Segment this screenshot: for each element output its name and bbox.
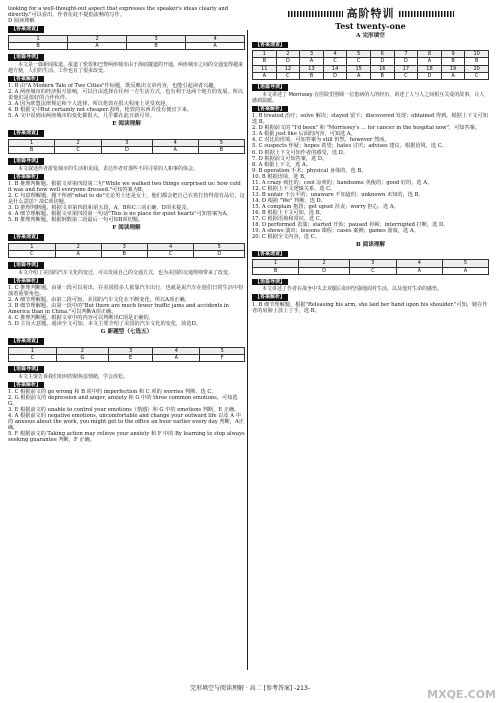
answer-row xyxy=(9,250,245,257)
column-divider xyxy=(247,30,248,670)
answer-cell: 12 xyxy=(276,65,300,72)
answer-cell: 8 xyxy=(418,51,442,58)
answer-cell: 17 xyxy=(394,65,418,72)
section-heading: F 阅读理解 xyxy=(112,224,141,231)
answer-cell: D xyxy=(394,58,418,65)
left-column xyxy=(8,6,245,444)
analysis-item: 2. G 根据前文的 depression and anger, anxiety 和 G 中的 three common emotions，可知选 G。 xyxy=(8,395,238,408)
answer-cell: A xyxy=(396,267,442,274)
analysis-item: 8. A 根据上下文，选 A。 xyxy=(252,161,311,168)
banner-decoration xyxy=(399,11,454,17)
analysis-item: 7. D 根据前文可知答案，选 D。 xyxy=(252,155,328,162)
answer-cell: A xyxy=(442,267,488,274)
answer-cell: A xyxy=(418,58,442,65)
passage-intro: 本文讲述了 Morrissey 在医院里照顾一位患病的人的经历，讲述了人与人之间相互关爱的故事，让人感到温暖。 xyxy=(252,91,485,104)
answer-key-label: 【答案速查】 xyxy=(8,130,44,137)
analysis-item: 2. D 根据前文的 "I'd been" 和 "Morrissey's ... for cancer in the hospital now"，可知答案。 xyxy=(252,125,481,132)
analysis-item: 1. B treated 治疗；solve 解决；stayed 留下；discovered 发现；obtained 得到。根据上下文可知选 B。 xyxy=(252,113,488,126)
answer-table xyxy=(8,347,245,363)
banner-decoration xyxy=(288,11,343,17)
analysis-item: 1. C 推理判断题。由第一段可以看出，在美国很多人依靠汽车出行，也就是说汽车在他们日常生活中扮演着重要角色。 xyxy=(8,285,244,298)
answer-cell: D xyxy=(102,146,153,153)
answer-cell: 10 xyxy=(465,51,489,58)
analysis-item: 17. C 根据语境和常识，选 C。 xyxy=(252,216,326,223)
answer-row xyxy=(9,243,245,250)
answer-cell: 3 xyxy=(101,243,147,250)
answer-key-label: 【答案速查】 xyxy=(8,26,44,33)
analysis-item: 15. A complain 抱怨；get upset 沮丧；worry 担心，选 A。 xyxy=(252,203,399,210)
analysis-item: 1. C 根据前文的 go wrong 和 B 项中的 imperfection 和 C 项的 worries 判断，选 C。 xyxy=(8,389,217,396)
section-heading: B 阅读理解 xyxy=(355,241,386,248)
answer-cell: 1 xyxy=(9,35,68,42)
analysis-item: 3. A 因为欧盟法律规定和个人选择，所以伦敦在很大程度上更受欢迎。 xyxy=(8,101,171,108)
answer-cell: B xyxy=(126,42,185,49)
answer-cell: 11 xyxy=(253,65,277,72)
text-line: D 阅读理解 xyxy=(8,18,35,25)
answer-table xyxy=(252,50,489,80)
answer-cell: 14 xyxy=(323,65,347,72)
answer-cell: C xyxy=(323,58,347,65)
answer-cell: A xyxy=(253,72,277,79)
answer-cell: B xyxy=(253,58,277,65)
answer-cell: 5 xyxy=(200,347,245,354)
watermark-logo: MXQE.COM xyxy=(427,688,496,701)
answer-cell: 4 xyxy=(396,260,442,267)
answer-cell: 3 xyxy=(108,347,153,354)
answer-cell: D xyxy=(418,72,442,79)
passage-intro: 本文主要告诉我们如何控制焦虑情绪，学会放松。 xyxy=(18,373,129,380)
answer-cell: 7 xyxy=(394,51,418,58)
answer-cell: C xyxy=(349,267,396,274)
answer-cell: 1 xyxy=(9,139,55,146)
answer-cell: 5 xyxy=(194,243,245,250)
analysis-label: 【答案解析】 xyxy=(8,382,44,389)
answer-cell: 2 xyxy=(299,260,350,267)
analysis-item: 2. A 细节理解题。由第二段可知，美国的汽车文化在不断变化，所以A项正确。 xyxy=(8,297,190,304)
analysis-item: 4. A 根据前文的 negative emotions, uncomfortable and change your outward life 以及 A 中的 anxious about the work, you might get to the office an hour earlier every day 判断，A正确。 xyxy=(8,413,244,432)
answer-table xyxy=(8,139,245,155)
answer-cell: B xyxy=(101,250,147,257)
passage-guide-label: 【语篇导读】 xyxy=(8,54,44,61)
analysis-item: 12. C 根据上下文逻辑关系，选 C。 xyxy=(252,185,336,192)
analysis-item: 5. C suspects 怀疑；hopes 希望；hates 讨厌；advises 建议。根据语境，选 C。 xyxy=(252,143,447,150)
analysis-item: 5. F 根据前文的 Taking action may relieve your anxiety 和 F 中的 By learning to stop always seeking guarantee 判断，F 正确。 xyxy=(8,431,245,444)
answer-cell: C xyxy=(276,72,300,79)
passage-intro: 本文叙述作者游览城市的生活和见闻，表达作者对那些不同寻常的人和事的体会。 xyxy=(18,165,199,172)
answer-cell: A xyxy=(152,146,198,153)
answer-cell: C xyxy=(347,58,371,65)
section-heading: E 阅读理解 xyxy=(112,121,141,128)
answer-cell: 13 xyxy=(300,65,324,72)
answer-cell: 4 xyxy=(152,139,198,146)
answer-table xyxy=(8,35,245,51)
analysis-item: 5. A 文中说到由两座城市的变化都很大，几乎都在此日新月异。 xyxy=(8,113,155,120)
analysis-item: 3. E 根据前文的 unable to control your emotions（情感）和 G 中的 emotions 判断，E 正确。 xyxy=(8,407,240,414)
answer-cell: A xyxy=(441,72,465,79)
answer-cell: C xyxy=(9,250,56,257)
answer-cell: 2 xyxy=(276,51,300,58)
answer-row xyxy=(9,139,245,146)
answer-cell: 3 xyxy=(349,260,396,267)
answer-cell: B xyxy=(9,42,68,49)
answer-cell: 1 xyxy=(9,347,57,354)
answer-cell: D xyxy=(370,58,394,65)
banner-title: 高阶特训 xyxy=(346,7,395,20)
answer-row xyxy=(9,35,245,42)
answer-cell: C xyxy=(55,146,102,153)
answer-row xyxy=(253,51,489,58)
analysis-item: 2. A 两座城市的经济相互影响，可以自由选择在任何一方生活方式，也有利于这两个地方的发展，所以说他们是很好的合作伙伴。 xyxy=(8,89,244,102)
analysis-label: 【答案解析】 xyxy=(8,76,44,83)
answer-cell: 20 xyxy=(465,65,489,72)
analysis-item: 1. B 细节理解题。根据"Releasing his arm, she laid her hand upon his shoulder."可知，她在作者的肩膀上放上了手，选 B。 xyxy=(252,301,488,314)
analysis-item: 10. B 根据语境，选 B。 xyxy=(252,173,310,180)
analysis-item: 3. D 推理判断题。根据文章第四段和第五段，A、B和C三项正确，D项未提及。 xyxy=(8,205,192,212)
answer-cell: B xyxy=(253,267,299,274)
answer-cell: A xyxy=(68,42,127,49)
analysis-item: 19. A shows 演出；lessons 课程；cases 案例；games 游戏，选 A。 xyxy=(252,228,419,235)
answer-row xyxy=(253,58,489,65)
answer-row xyxy=(253,260,489,267)
right-column xyxy=(252,6,489,314)
answer-cell: D xyxy=(194,250,245,257)
analysis-item: 4. C 对比的语境，可知答案为 still 仍然，however 然而。 xyxy=(252,137,390,144)
answer-cell: C xyxy=(147,250,194,257)
answer-cell: A xyxy=(300,58,324,65)
answer-row xyxy=(9,354,245,361)
analysis-item: 4. C 推理判断题。根据文章中的内容可以判断出C项是正确的。 xyxy=(8,315,154,322)
analysis-label: 【答案解析】 xyxy=(8,174,44,181)
passage-guide-label: 【语篇导读】 xyxy=(8,366,44,373)
analysis-item: 4. B 根据文中But certainly not cheaper.表明，伦敦的东西并没有便宜下来。 xyxy=(8,107,193,114)
answer-cell: E xyxy=(108,354,153,361)
analysis-item: 9. B operation 手术；physical 身体的，选 B。 xyxy=(252,167,367,174)
answer-cell: B xyxy=(300,72,324,79)
answer-cell: D xyxy=(323,72,347,79)
passage-intro: 本文是一篇新闻报道。报道了伦敦和巴黎两座城市由于海底隧道的开通，两座城市之间的交通变得越来越方便，人们的生活、工作也有了很多改变。 xyxy=(8,61,244,74)
answer-cell: D xyxy=(276,58,300,65)
answer-cell: 1 xyxy=(253,260,299,267)
analysis-item: 1. B 由"A Modern Tale of Two Cities"作标题，既反映出文章内容，也能引起读者兴趣。 xyxy=(8,83,219,90)
analysis-item: 11. A crazy 疯狂的；cool 凉爽的；handsome 英俊的；good 好的，选 A。 xyxy=(252,179,433,186)
analysis-item: 13. B unfair 不公平的；unaware 不知道的；unknown 未知的，选 B。 xyxy=(252,191,424,198)
answer-cell: C xyxy=(9,354,57,361)
answer-key-label: 【答案速查】 xyxy=(8,338,44,345)
answer-cell: 2 xyxy=(68,35,127,42)
answer-cell: 1 xyxy=(9,243,56,250)
page-footer: 完形填空与阅读理解 · 高二 [参考答案] -213- xyxy=(189,685,310,692)
answer-cell: 3 xyxy=(102,139,153,146)
answer-cell: 4 xyxy=(153,347,200,354)
answer-cell: 6 xyxy=(370,51,394,58)
answer-cell: 3 xyxy=(300,51,324,58)
analysis-item: 3. A 根据 just like 后面的内容，可知选 A。 xyxy=(252,131,356,138)
answer-cell: 19 xyxy=(441,65,465,72)
test-title: Test twenty-one xyxy=(335,21,406,31)
answer-cell: A xyxy=(153,354,200,361)
answer-cell: 2 xyxy=(55,139,102,146)
answer-cell: A xyxy=(186,42,245,49)
section-banner xyxy=(252,7,489,20)
answer-row xyxy=(253,267,489,274)
answer-row xyxy=(253,65,489,72)
answer-row xyxy=(9,146,245,153)
answer-cell: 9 xyxy=(441,51,465,58)
section-heading: G 新题型（七选五） xyxy=(100,328,153,335)
answer-cell: 4 xyxy=(147,243,194,250)
answer-key-label: 【答案速查】 xyxy=(8,234,44,241)
analysis-item: 6. D 根据上下文可知作者的感受，选 D。 xyxy=(252,149,349,156)
analysis-item: 1. B 推理判断题。根据文章第四段第二句"While we walked two things surprised us: how cold it was and how well everyone dressed."可知答案为B。 xyxy=(8,181,241,194)
answer-cell: D xyxy=(299,267,350,274)
passage-guide-label: 【语篇导读】 xyxy=(252,84,288,91)
answer-cell: A xyxy=(347,72,371,79)
analysis-item: 2. C 句意理解题。题干所画"what to do"无论男士还是女士，他们都会把自己衣着打扮得很有品位，这是什么意思？故C项切题。 xyxy=(8,193,245,206)
answer-cell: C xyxy=(394,72,418,79)
passage-intro: 本文介绍了美国的汽车文化的变迁，可以发展自己的交通方式，也为美国的交通规则带来了改变。 xyxy=(18,269,234,276)
answer-cell: 2 xyxy=(55,243,101,250)
analysis-item: 5. B 推理判断题。根据倒数第二段最后一句可知B项切题。 xyxy=(8,217,144,224)
analysis-item: 20. C 根据全文内容，选 C。 xyxy=(252,234,320,241)
answer-cell: 1 xyxy=(253,51,277,58)
answer-row xyxy=(9,42,245,49)
answer-key-label: 【答案速查】 xyxy=(252,42,288,49)
text-line: looking for a well-thought-out aspect that expresses the speaker's ideas clearly and directly."可以看出，作者在此不提倡流畅的写作。 xyxy=(8,6,229,19)
analysis-label: 【答案解析】 xyxy=(252,106,288,113)
answer-table xyxy=(252,259,489,275)
answer-cell: A xyxy=(55,250,101,257)
passage-guide-label: 【语篇导读】 xyxy=(252,279,288,286)
answer-cell: B xyxy=(9,146,55,153)
answer-cell: 5 xyxy=(347,51,371,58)
answer-cell: 5 xyxy=(442,260,488,267)
analysis-item: 4. A 细节理解题。根据文章第四段第一句话"This is no place for quiet hearts"可知答案为A。 xyxy=(8,211,232,218)
analysis-item: 16. B 根据上下文可知，选 B。 xyxy=(252,209,325,216)
answer-cell: 5 xyxy=(198,139,244,146)
answer-cell: B xyxy=(441,58,465,65)
analysis-label: 【答案解析】 xyxy=(8,278,44,285)
analysis-label: 【答案解析】 xyxy=(252,294,288,301)
answer-cell: C xyxy=(465,72,489,79)
answer-row xyxy=(253,72,489,79)
answer-table xyxy=(8,243,245,259)
answer-cell: 4 xyxy=(323,51,347,58)
answer-cell: B xyxy=(198,146,244,153)
answer-cell: G xyxy=(56,354,108,361)
analysis-item: 5. D 主旨大意题。通读全文可知，本文主要介绍了美国的汽车文化的变化，故选D。 xyxy=(8,321,201,328)
section-heading: A 完形填空 xyxy=(356,32,385,39)
answer-cell: 3 xyxy=(126,35,185,42)
answer-cell: B xyxy=(465,58,489,65)
analysis-item: 18. D performed 表演；started 开始；paused 停顿；interrupted 打断，选 D。 xyxy=(252,222,449,229)
analysis-item: 14. D 根据 "We" 判断，选 D。 xyxy=(252,197,326,204)
answer-cell: 4 xyxy=(186,35,245,42)
passage-guide-label: 【语篇导读】 xyxy=(8,262,44,269)
answer-cell: 16 xyxy=(370,65,394,72)
answer-cell: 2 xyxy=(56,347,108,354)
answer-cell: F xyxy=(200,354,245,361)
answer-cell: 15 xyxy=(347,65,371,72)
passage-guide-label: 【语篇导读】 xyxy=(8,158,44,165)
answer-key-label: 【答案速查】 xyxy=(252,251,288,258)
answer-cell: B xyxy=(370,72,394,79)
answer-row xyxy=(9,347,245,354)
analysis-item: 3. B 细节理解题。由第一段中的"But there are much fewer traffic jams and accidents in America than in China."可以判断A项正确。 xyxy=(8,303,229,316)
answer-cell: 18 xyxy=(418,65,442,72)
passage-intro: 本文讲述了作者在战争中失去双腿后如何坚强地面对生活，以及他对生命的感悟。 xyxy=(262,286,443,293)
